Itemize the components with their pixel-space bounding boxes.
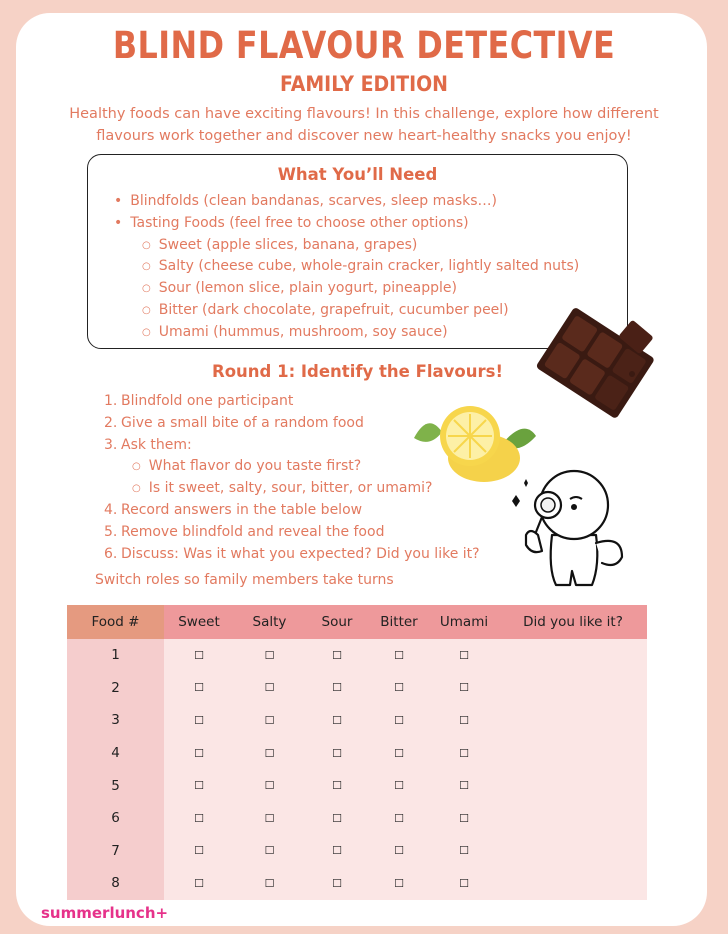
umami-checkbox[interactable]: ☐ <box>429 835 499 868</box>
step-number: 3. <box>104 436 118 453</box>
bitter-checkbox[interactable]: ☐ <box>369 802 429 835</box>
sour-checkbox[interactable]: ☐ <box>305 835 369 868</box>
intro-text: Healthy foods can have exciting flavours! In this challenge, explore how different flavours work together and discover new heart-healthy snacks you enjoy! <box>69 106 659 144</box>
step-number: 5. <box>104 523 118 540</box>
sour-checkbox[interactable]: ☐ <box>305 769 369 802</box>
sweet-checkbox[interactable]: ☐ <box>164 737 234 770</box>
tasting-foods-item: Tasting Foods (feel free to choose other options) <box>130 214 469 231</box>
column-header: Food # <box>67 605 164 639</box>
table-row <box>67 704 647 737</box>
table-row <box>67 867 647 900</box>
list-item <box>104 522 480 544</box>
sweet-checkbox[interactable]: ☐ <box>164 802 234 835</box>
liked-cell[interactable] <box>499 769 647 802</box>
food-number-cell: 7 <box>67 835 164 868</box>
column-header: Did you like it? <box>499 605 647 639</box>
salty-checkbox[interactable]: ☐ <box>234 704 305 737</box>
sour-checkbox[interactable]: ☐ <box>305 704 369 737</box>
step-number: 2. <box>104 414 118 431</box>
sweet-checkbox[interactable]: ☐ <box>164 639 234 672</box>
salty-checkbox[interactable]: ☐ <box>234 867 305 900</box>
column-header: Bitter <box>369 605 429 639</box>
bitter-checkbox[interactable]: ☐ <box>369 769 429 802</box>
chocolate-icon <box>530 308 665 420</box>
list-item: ○ Umami (hummus, mushroom, soy sauce) <box>142 322 579 344</box>
salty-checkbox[interactable]: ☐ <box>234 802 305 835</box>
umami-checkbox[interactable]: ☐ <box>429 639 499 672</box>
list-item <box>104 544 480 566</box>
bitter-checkbox[interactable]: ☐ <box>369 639 429 672</box>
table-header-row <box>67 605 647 639</box>
umami-checkbox[interactable]: ☐ <box>429 769 499 802</box>
round-heading: Round 1: Identify the Flavours! <box>212 362 503 381</box>
sour-checkbox[interactable]: ☐ <box>305 639 369 672</box>
bitter-checkbox[interactable]: ☐ <box>369 867 429 900</box>
food-number-cell: 6 <box>67 802 164 835</box>
table-row <box>67 769 647 802</box>
food-number-cell: 8 <box>67 867 164 900</box>
bitter-checkbox[interactable]: ☐ <box>369 704 429 737</box>
page-subtitle: FAMILY EDITION <box>279 72 449 96</box>
sweet-checkbox[interactable]: ☐ <box>164 867 234 900</box>
needs-heading: What You’ll Need <box>277 165 438 184</box>
table-row <box>67 639 647 672</box>
food-number-cell: 3 <box>67 704 164 737</box>
salty-checkbox[interactable]: ☐ <box>234 737 305 770</box>
step-text: Remove blindfold and reveal the food <box>121 523 385 540</box>
umami-checkbox[interactable]: ☐ <box>429 737 499 770</box>
column-header: Sour <box>305 605 369 639</box>
liked-cell[interactable] <box>499 672 647 705</box>
sweet-checkbox[interactable]: ☐ <box>164 704 234 737</box>
table-row <box>67 835 647 868</box>
sour-checkbox[interactable]: ☐ <box>305 867 369 900</box>
page-title: BLIND FLAVOUR DETECTIVE <box>112 24 616 67</box>
food-number-cell: 1 <box>67 639 164 672</box>
list-item <box>104 500 480 522</box>
table-row <box>67 737 647 770</box>
list-item: ○ What flavor do you taste first? <box>132 456 480 478</box>
liked-cell[interactable] <box>499 737 647 770</box>
sour-checkbox[interactable]: ☐ <box>305 737 369 770</box>
table-row <box>67 672 647 705</box>
step-text: Ask them: <box>121 436 192 453</box>
umami-checkbox[interactable]: ☐ <box>429 802 499 835</box>
table-body <box>67 639 647 900</box>
list-item <box>114 213 579 344</box>
bitter-checkbox[interactable]: ☐ <box>369 672 429 705</box>
umami-checkbox[interactable]: ☐ <box>429 867 499 900</box>
table-row <box>67 802 647 835</box>
foods-sublist <box>142 235 579 344</box>
bitter-checkbox[interactable]: ☐ <box>369 835 429 868</box>
flavour-results-table <box>67 605 647 900</box>
column-header: Umami <box>429 605 499 639</box>
sweet-checkbox[interactable]: ☐ <box>164 672 234 705</box>
liked-cell[interactable] <box>499 802 647 835</box>
salty-checkbox[interactable]: ☐ <box>234 835 305 868</box>
switch-roles-note: Switch roles so family members take turns <box>95 572 394 588</box>
bitter-checkbox[interactable]: ☐ <box>369 737 429 770</box>
liked-cell[interactable] <box>499 639 647 672</box>
umami-checkbox[interactable]: ☐ <box>429 704 499 737</box>
step-number: 6. <box>104 545 118 562</box>
food-number-cell: 2 <box>67 672 164 705</box>
sweet-checkbox[interactable]: ☐ <box>164 835 234 868</box>
sour-checkbox[interactable]: ☐ <box>305 672 369 705</box>
detective-character-icon <box>512 465 632 593</box>
list-item: ○ Bitter (dark chocolate, grapefruit, cucumber peel) <box>142 300 579 322</box>
salty-checkbox[interactable]: ☐ <box>234 672 305 705</box>
food-number-cell: 4 <box>67 737 164 770</box>
step-number: 4. <box>104 501 118 518</box>
food-number-cell: 5 <box>67 769 164 802</box>
list-item: ○ Salty (cheese cube, whole-grain cracker, lightly salted nuts) <box>142 256 579 278</box>
blindfolds-item: Blindfolds (clean bandanas, scarves, sleep masks…) <box>130 193 497 209</box>
list-item: ○ Sweet (apple slices, banana, grapes) <box>142 235 579 257</box>
sour-checkbox[interactable]: ☐ <box>305 802 369 835</box>
column-header: Salty <box>234 605 305 639</box>
liked-cell[interactable] <box>499 704 647 737</box>
liked-cell[interactable] <box>499 835 647 868</box>
umami-checkbox[interactable]: ☐ <box>429 672 499 705</box>
step-text: Give a small bite of a random food <box>121 414 364 431</box>
needs-list <box>114 191 579 344</box>
step-number: 1. <box>104 393 118 409</box>
list-item: ○ Is it sweet, salty, sour, bitter, or umami? <box>132 478 480 500</box>
step-text: Discuss: Was it what you expected? Did you like it? <box>121 545 480 562</box>
list-item <box>114 191 579 213</box>
salty-checkbox[interactable]: ☐ <box>234 639 305 672</box>
list-item: ○ Sour (lemon slice, plain yogurt, pineapple) <box>142 278 579 300</box>
step-text: Record answers in the table below <box>121 501 363 518</box>
step-text: Blindfold one participant <box>121 393 294 409</box>
liked-cell[interactable] <box>499 867 647 900</box>
brand-logo: summerlunch+ <box>41 904 169 922</box>
salty-checkbox[interactable]: ☐ <box>234 769 305 802</box>
column-header: Sweet <box>164 605 234 639</box>
sweet-checkbox[interactable]: ☐ <box>164 769 234 802</box>
